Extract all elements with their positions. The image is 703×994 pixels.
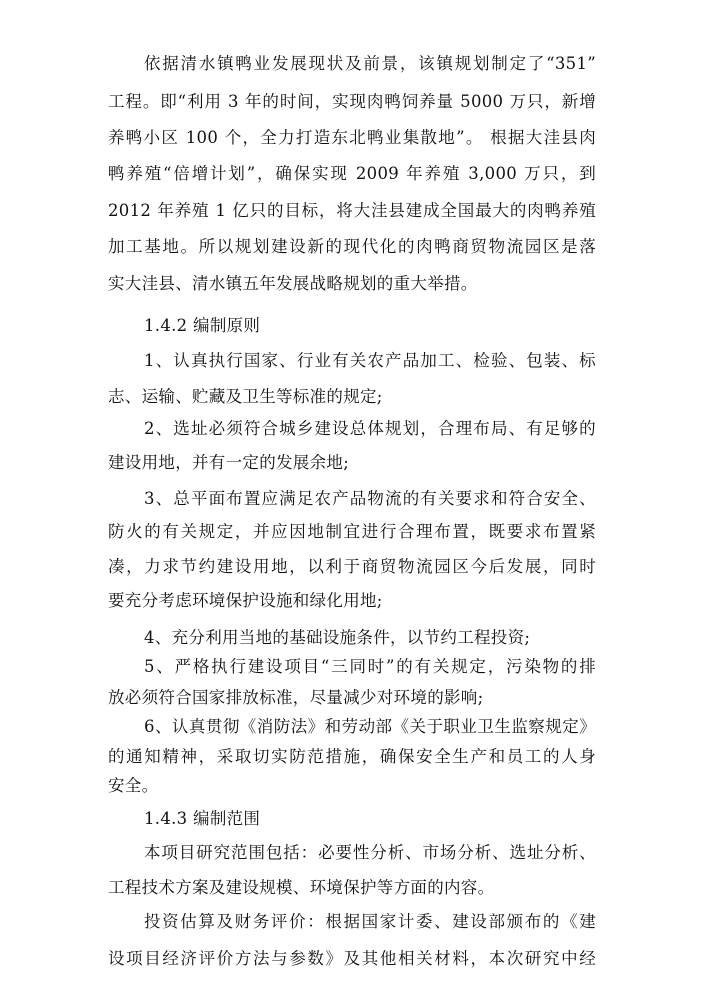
text-line: 投资估算及财务评价：根据国家计委、建设部颁布的《建 (144, 912, 596, 931)
text-line: 加工基地。所以规划建设新的现代化的肉鸭商贸物流园区是落 (108, 237, 596, 256)
text-line: 防火的有关规定，并应因地制宜进行合理布置，既要求布置紧 (108, 522, 596, 541)
text-line: 本项目研究范围包括：必要性分析、市场分析、选址分析、 (144, 843, 596, 862)
section-heading: 1.4.2 编制原则 (144, 316, 261, 335)
text-line: 3、总平面布置应满足农产品物流的有关要求和符合安全、 (144, 489, 596, 508)
text-line: 养鸭小区 100 个，全力打造东北鸭业集散地”。 根据大洼县肉 (108, 128, 596, 147)
text-line: 的通知精神，采取切实防范措施，确保安全生产和员工的人身 (108, 747, 596, 766)
text-line: 实大洼县、清水镇五年发展战略规划的重大举措。 (108, 274, 478, 293)
text-line: 建设用地，并有一定的发展余地; (108, 453, 350, 472)
section-heading: 1.4.3 编制范围 (144, 809, 261, 828)
text-line: 设项目经济评价方法与参数》及其他相关材料，本次研究中经 (108, 949, 596, 968)
text-line: 2、选址必须符合城乡建设总体规划，合理布局、有足够的 (144, 419, 596, 438)
text-line: 要充分考虑环境保护设施和绿化用地; (108, 591, 383, 610)
text-line: 6、认真贯彻《消防法》和劳动部《关于职业卫生监察规定》 (144, 717, 596, 736)
text-line: 放必须符合国家排放标准，尽量减少对环境的影响; (108, 688, 484, 707)
text-line: 1、认真执行国家、行业有关农产品加工、检验、包装、标 (144, 351, 596, 370)
text-line: 5、严格执行建设项目“三同时”的有关规定，污染物的排 (144, 657, 596, 676)
text-line: 4、充分利用当地的基础设施条件，以节约工程投资; (144, 628, 531, 647)
text-line: 志、运输、贮藏及卫生等标准的规定; (108, 387, 383, 406)
text-line: 凑，力求节约建设用地，以利于商贸物流园区今后发展，同时 (108, 557, 596, 576)
text-line: 安全。 (108, 776, 159, 795)
text-line: 工程。即“利用 3 年的时间，实现肉鸭饲养量 5000 万只，新增 (108, 92, 596, 111)
text-line: 2012 年养殖 1 亿只的目标，将大洼县建成全国最大的肉鸭养殖 (108, 201, 596, 220)
text-line: 依据清水镇鸭业发展现状及前景，该镇规划制定了“351” (144, 54, 596, 73)
text-line: 工程技术方案及建设规模、环境保护等方面的内容。 (108, 878, 495, 897)
text-line: 鸭养殖“倍增计划”，确保实现 2009 年养殖 3,000 万只，到 (108, 164, 596, 183)
